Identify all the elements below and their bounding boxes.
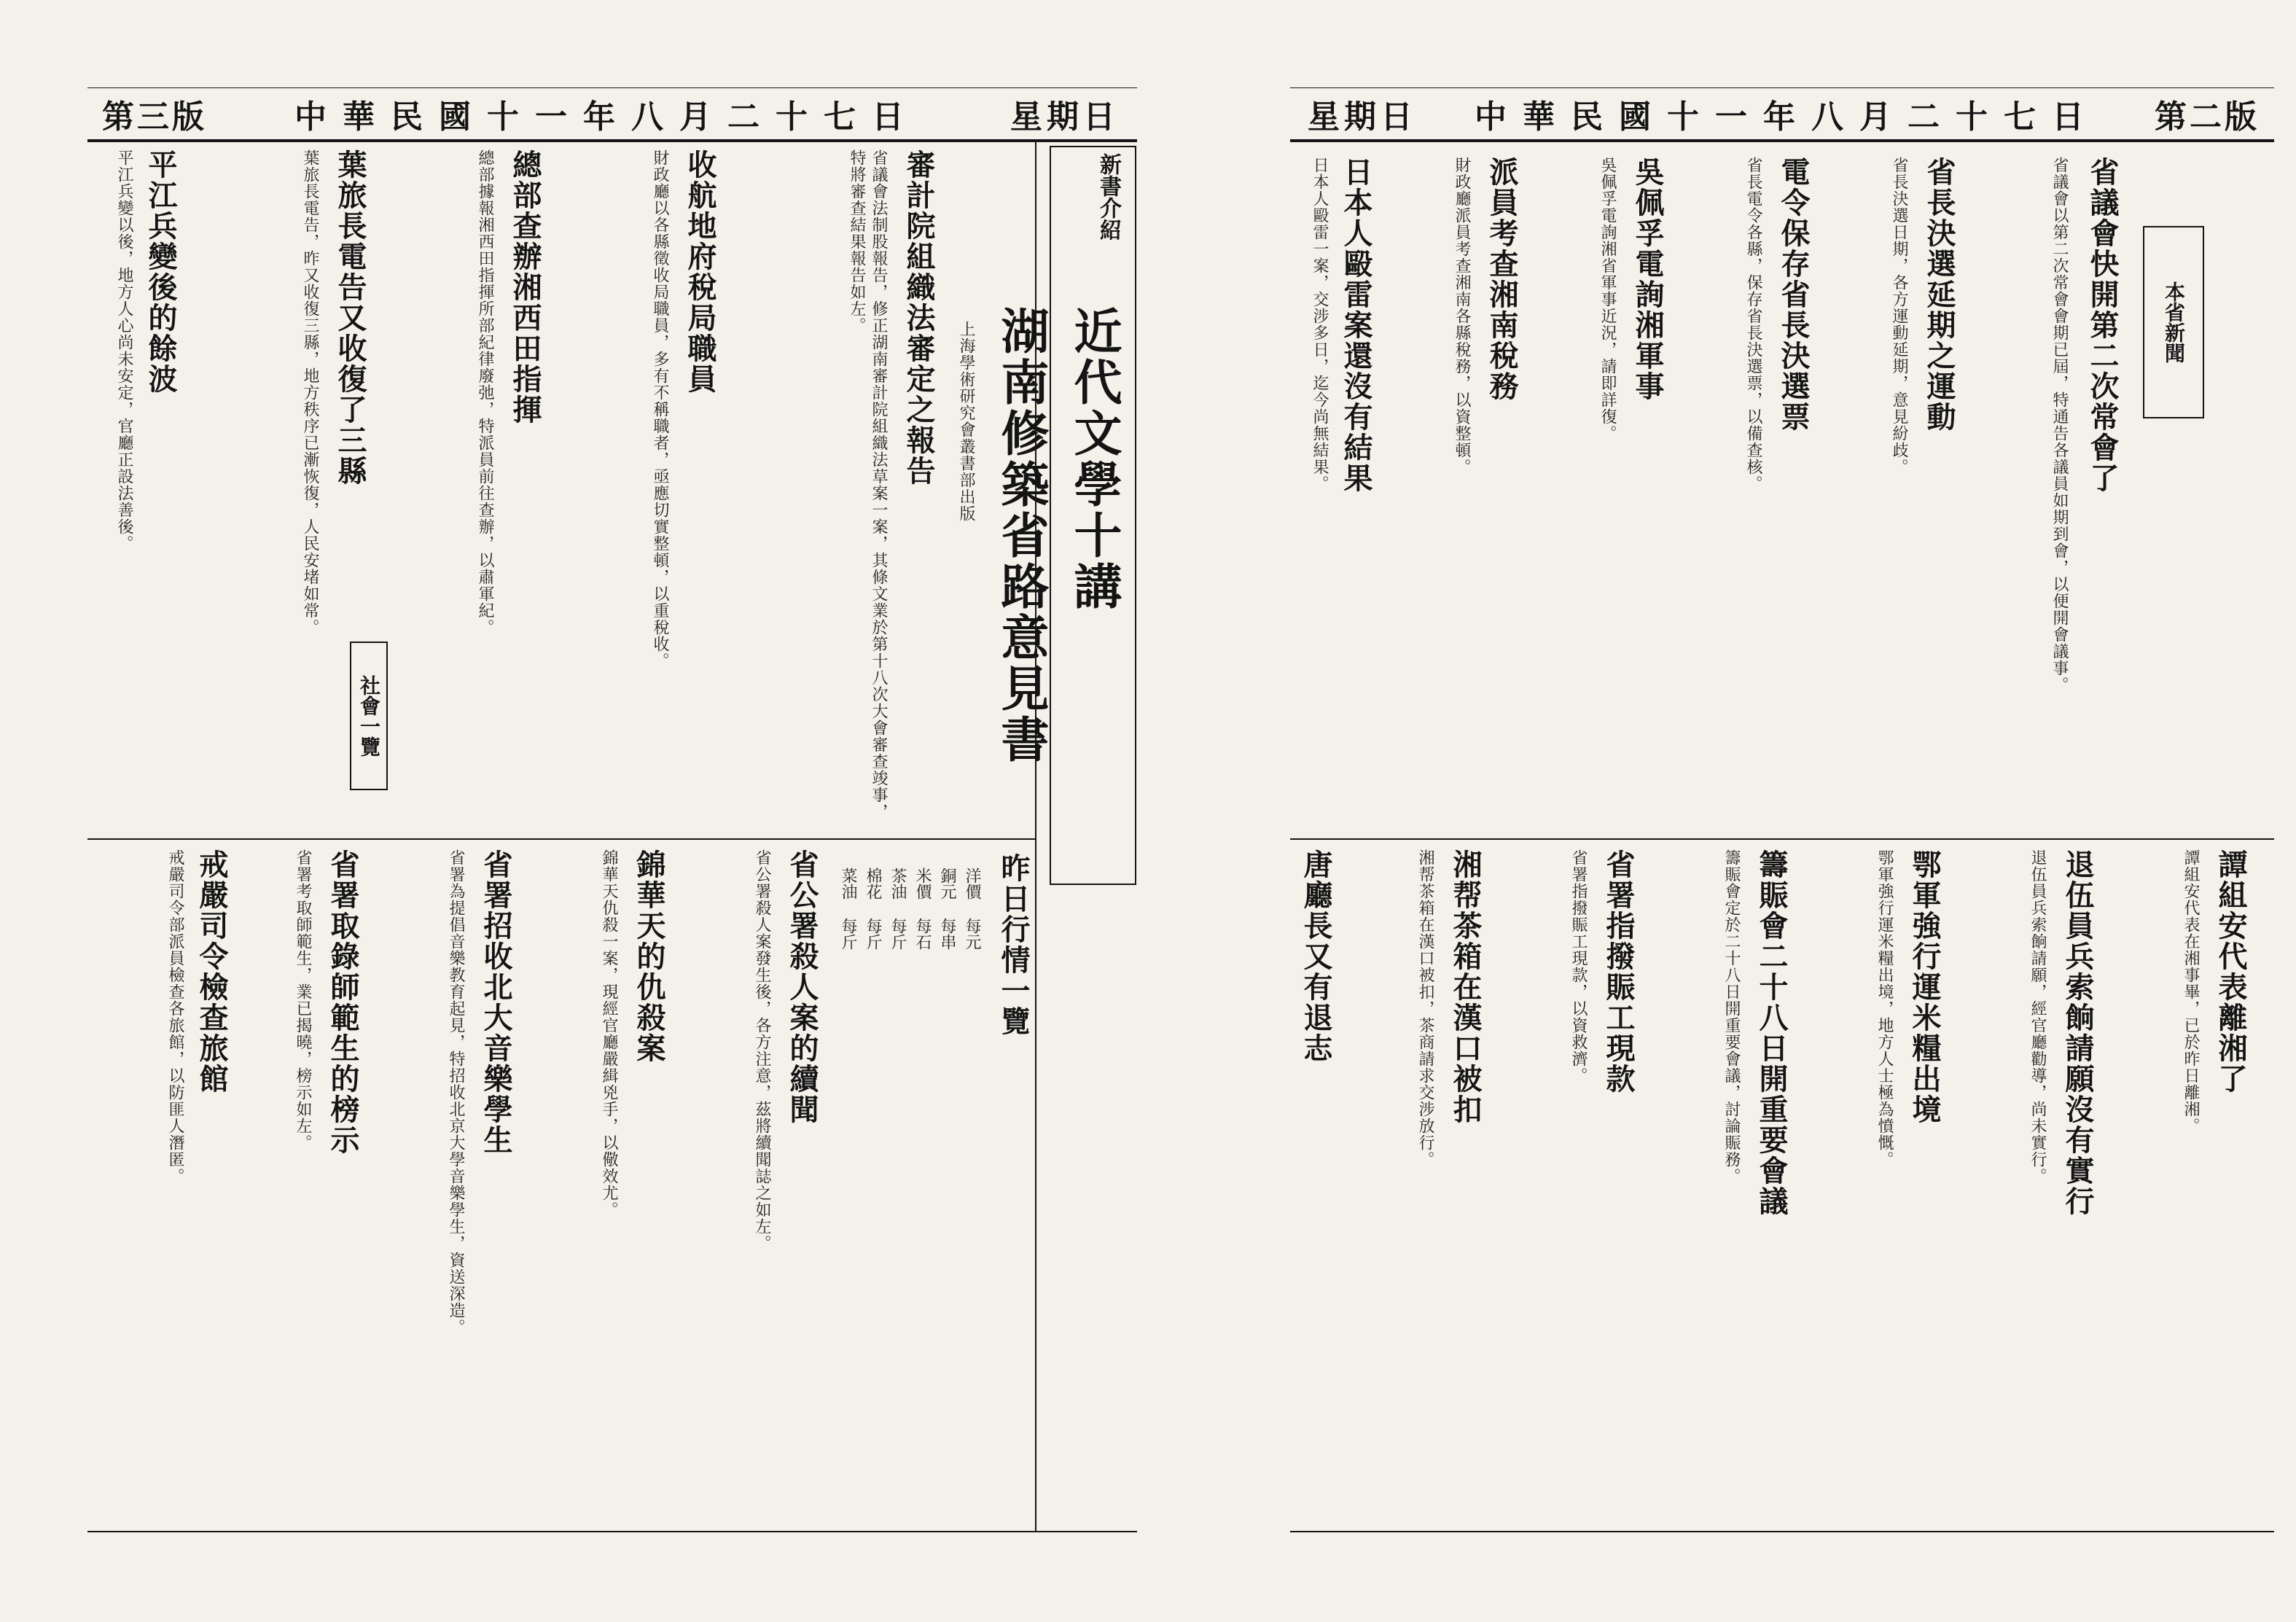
article-body: 省議會以第二次常會會期已屆，特通告各議員如期到會，以便開會議事。 (2050, 157, 2069, 693)
article-body: 退伍員兵索餉請願，經官廳勸導，尚未實行。 (2028, 849, 2047, 1185)
article-body: 籌賑會定於二十八日開重要會議，討論賑務。 (1722, 849, 1741, 1185)
price-row: 菜油 每斤 (839, 867, 857, 950)
left-masthead (87, 87, 1137, 142)
article-headline: 總部查辦湘西田指揮 (508, 149, 542, 425)
book-ad-body: 上海學術研究會叢書部出版 (957, 321, 975, 522)
article-body: 錦華天仇殺一案，現經官廳嚴緝兇手，以儆效尤。 (600, 849, 618, 1218)
right-divider-middle (1290, 838, 2274, 840)
price-list-title: 昨日行情一覽 (996, 853, 1031, 1037)
price-list (824, 867, 984, 1524)
price-row: 米價 每石 (913, 867, 932, 950)
article-body: 總部據報湘西田指揮所部紀律廢弛，特派員前往查辦，以肅軍紀。 (476, 149, 494, 636)
article-body: 財政廳派員考查湘南各縣稅務，以資整頓。 (1453, 157, 1471, 475)
price-row: 洋價 每元 (963, 867, 981, 950)
left-divider-bottom (87, 1531, 1137, 1532)
article-headline: 平江兵變後的餘波 (144, 149, 178, 394)
article-headline: 退伍員兵索餉請願沒有實行 (2061, 849, 2095, 1217)
book-ad-tag: 新書介紹 (1096, 153, 1121, 241)
article-body: 省議會法制股報告，修正湖南審計院組織法草案一案，其條文業於第十八次大會審查竣事，特將審查結果報告如左。 (848, 149, 888, 820)
price-row: 銅元 每串 (938, 867, 956, 950)
article-body: 湘帮茶箱在漢口被扣，茶商請求交涉放行。 (1416, 849, 1434, 1168)
article-headline: 省長決選延期之運動 (1922, 157, 1956, 432)
article-body: 省署指撥賑工現款，以資救濟。 (1569, 849, 1588, 1084)
article-headline: 日本人毆雷案還沒有結果 (1339, 157, 1373, 494)
left-section-number: 第三版 (102, 98, 207, 136)
book-ad-title: 近代文學十講 (1066, 306, 1122, 612)
right-divider-bottom (1290, 1531, 2274, 1532)
article-headline: 籌賑會二十八日開重要會議 (1754, 849, 1789, 1217)
social-section-label: 社會一覽 (350, 642, 388, 790)
article-body: 財政廳以各縣徵收局職員，多有不稱職者，亟應切實整頓，以重稅收。 (651, 149, 669, 669)
article-headline: 收航地府稅局職員 (683, 149, 717, 394)
article-headline: 錦華天的仇殺案 (632, 849, 666, 1064)
article-body: 平江兵變以後，地方人心尚未安定，官廳正設法善後。 (115, 149, 133, 552)
article-body: 吳佩孚電詢湘省軍事近況，請即詳復。 (1598, 157, 1617, 442)
article-headline: 吳佩孚電詢湘軍事 (1631, 157, 1665, 402)
price-row: 茶油 每斤 (889, 867, 907, 950)
left-divider-middle (87, 838, 1035, 840)
article-headline: 湘帮茶箱在漢口被扣 (1448, 849, 1483, 1125)
left-weekday: 星期日 (1010, 98, 1120, 136)
article-headline: 省署招收北大音樂學生 (479, 849, 513, 1155)
local-news-label: 本省新聞 (2143, 226, 2204, 418)
article-body: 省公署殺人案發生後，各方注意，茲將續聞誌之如左。 (753, 849, 771, 1252)
article-headline: 派員考查湘南稅務 (1485, 157, 1519, 402)
article-headline: 審計院組織法審定之報告 (902, 149, 936, 486)
article-headline: 省署指撥賑工現款 (1601, 849, 1636, 1094)
article-body: 鄂軍強行運米糧出境，地方人士極為憤慨。 (1875, 849, 1894, 1168)
article-headline: 省公署殺人案的續聞 (785, 849, 819, 1125)
book-ad-subtitle: 湖南修築省路意見書 (993, 306, 1050, 765)
article-headline: 葉旅長電告又收復了三縣 (333, 149, 367, 486)
article-headline: 省署取錄師範生的榜示 (326, 849, 360, 1155)
price-row: 棉花 每斤 (864, 867, 882, 950)
article-headline: 譚組安代表離湘了 (2214, 849, 2248, 1094)
article-body: 譚組安代表在湘事畢，已於昨日離湘。 (2182, 849, 2200, 1134)
left-date: 中華民國十一年八月二十七日 (294, 98, 920, 136)
article-body: 省署考取師範生，業已揭曉，榜示如左。 (294, 849, 312, 1151)
article-body: 省長電令各縣，保存省長決選票，以備查核。 (1744, 157, 1762, 492)
article-headline: 電令保存省長決選票 (1776, 157, 1811, 432)
article-body: 戒嚴司令部派員檢查各旅館，以防匪人潛匿。 (166, 849, 184, 1185)
right-section-number: 第二版 (2155, 98, 2260, 136)
article-body: 省長決選日期，各方運動延期，意見紛歧。 (1890, 157, 1908, 475)
right-date: 中華民國十一年八月二十七日 (1475, 98, 2100, 136)
right-masthead (1290, 87, 2274, 142)
article-body: 日本人毆雷一案，交涉多日，迄今尚無結果。 (1311, 157, 1329, 492)
right-weekday: 星期日 (1308, 98, 1417, 136)
article-headline: 鄂軍強行運米糧出境 (1908, 849, 1942, 1125)
article-headline: 省議會快開第二次常會了 (2085, 157, 2120, 494)
article-headline: 唐廳長又有退志 (1299, 849, 1333, 1064)
article-headline: 戒嚴司令檢查旅館 (195, 849, 229, 1094)
article-body: 葉旅長電告，昨又收復三縣，地方秩序已漸恢復，人民安堵如常。 (301, 149, 319, 636)
article-body: 省署為提倡音樂教育起見，特招收北京大學音樂學生，資送深造。 (447, 849, 465, 1336)
